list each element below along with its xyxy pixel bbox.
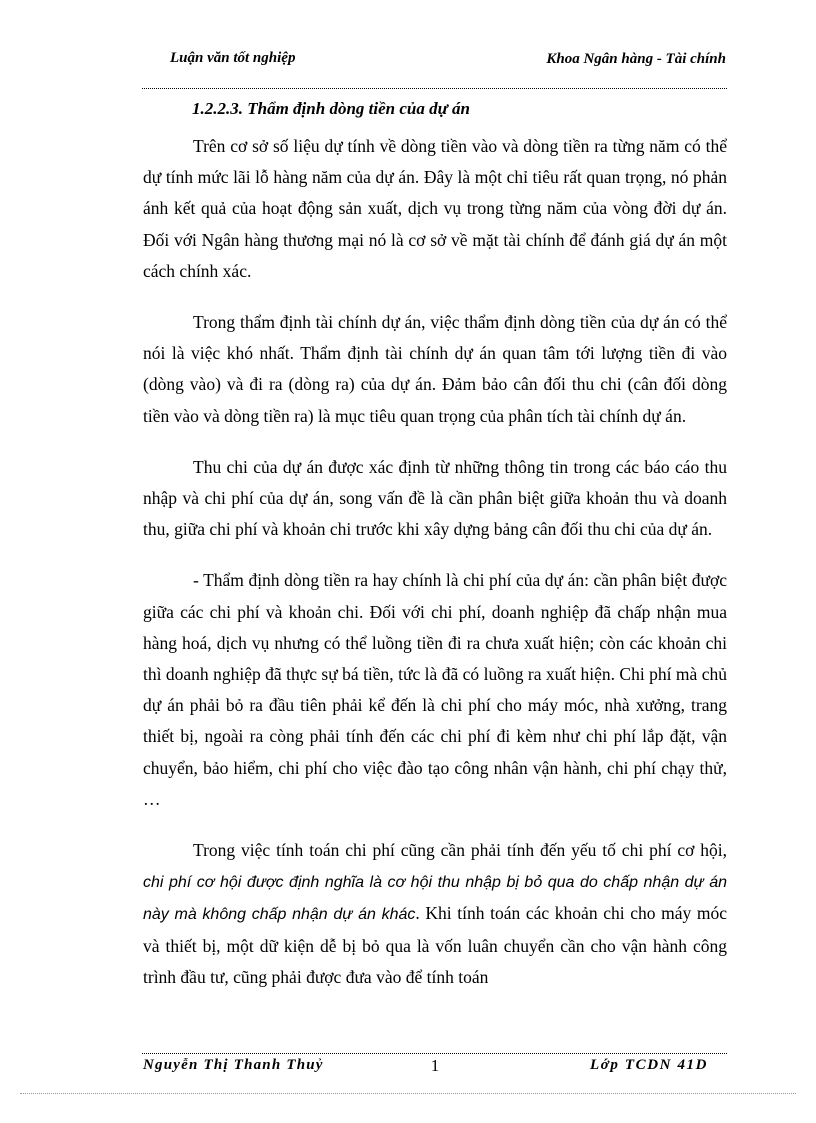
paragraph-3: Thu chi của dự án được xác định từ những thông tin trong các báo cáo thu nhập và chi phí của dự án, song vấn đề là cần phân biệt giữa khoản thu và doanh thu, giữa chi phí và khoản chi trước khi xây dựng bảng cân đối thu chi của dự án. — [143, 456, 727, 540]
header-thesis-label: Luận văn tốt nghiệp — [170, 50, 296, 66]
page-number: 1 — [430, 1056, 440, 1075]
header-faculty-label: Khoa Ngân hàng - Tài chính — [546, 51, 726, 67]
page-bottom-divider — [20, 1093, 796, 1094]
body-text — [143, 131, 727, 1013]
header-divider — [142, 88, 727, 89]
paragraph-1: Trên cơ sở số liệu dự tính về dòng tiền vào và dòng tiền ra từng năm có thể dự tính mức lãi lỗ hàng năm của dự án. Đây là một chỉ tiêu rất quan trọng, nó phản ánh kết quả của hoạt động sản xuất, dịch vụ trong từng năm của vòng đời dự án. Đối với Ngân hàng thương mại nó là cơ sở về mặt tài chính để đánh giá dự án một cách chính xác. — [143, 136, 727, 281]
paragraph-5-end: . Khi tính toán các khoản chi cho máy móc và thiết bị, một dữ kiện dễ bị bỏ qua là vốn luân chuyển cần cho vận hành công trình đầu tư, cũng phải được đưa vào để tính toán — [143, 903, 727, 987]
paragraph-5-start: Trong việc tính toán chi phí cũng cần phải tính đến yếu tố chi phí cơ hội, — [193, 840, 727, 861]
section-title: 1.2.2.3. Thẩm định dòng tiền của dự án — [192, 99, 470, 118]
footer-author: Nguyễn Thị Thanh Thuỷ — [143, 1057, 324, 1073]
footer-divider — [142, 1053, 727, 1054]
paragraph-5 — [143, 835, 727, 993]
paragraph-4: - Thẩm định dòng tiền ra hay chính là chi phí của dự án: cần phân biệt được giữa các chi phí và khoản chi. Đối với chi phí, doanh nghiệp đã chấp nhận mua hàng hoá, dịch vụ nhưng có thể luồng tiền đi ra chưa xuất hiện; còn các khoản chi thì doanh nghiệp đã thực sự bá tiền, tức là đã có luồng ra xuất hiện. Chi phí mà chủ dự án phải bỏ ra đầu tiên phải kể đến là chi phí cho máy móc, nhà xưởng, trang thiết bị, ngoài ra còng phải tính đến các chi phí đi kèm như chi phí lắp đặt, vận chuyển, bảo hiểm, chi phí cho việc đào tạo công nhân vận hành, chi phí chạy thử, … — [143, 570, 727, 809]
paragraph-2: Trong thẩm định tài chính dự án, việc thẩm định dòng tiền của dự án có thể nói là việc khó nhất. Thẩm định tài chính dự án quan tâm tới lượng tiền đi vào (dòng vào) và đi ra (dòng ra) của dự án. Đảm bảo cân đối thu chi (cân đối dòng tiền vào và dòng tiền ra) là mục tiêu quan trọng của phân tích tài chính dự án. — [143, 312, 727, 426]
footer-class: Lớp TCDN 41D — [590, 1057, 709, 1073]
paragraph-5-definition: chi phí cơ hội được định nghĩa là cơ hội thu nhập bị bỏ qua do chấp nhận dự án này mà không chấp nhận dự án khác — [143, 874, 727, 924]
